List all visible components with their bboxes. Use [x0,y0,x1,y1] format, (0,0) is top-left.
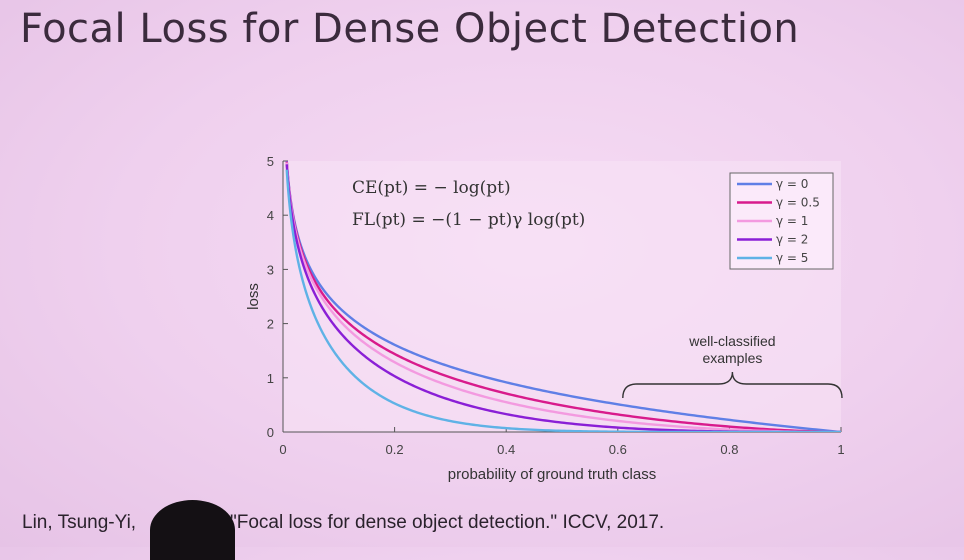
x-tick-label-1: 1 [837,442,845,457]
equation-fl: FL(pt) = −(1 − pt)γ log(pt) [352,210,586,230]
y-tick-label-2: 2 [266,316,274,332]
y-tick-label-5: 5 [266,154,274,169]
y-tick-label-3: 3 [266,262,274,278]
legend-label-gamma-2: γ = 2 [776,232,809,247]
x-axis-label: probability of ground truth class [447,466,657,483]
x-tick-label-0.8: 0.8 [720,442,739,457]
legend-label-gamma-0: γ = 0 [776,177,809,191]
equation-ce: CE(pt) = − log(pt) [352,178,511,198]
x-tick-label-0.6: 0.6 [608,442,627,457]
citation-reference: "Focal loss for dense object detection." ICCV, 2017. [230,512,665,533]
y-axis-label: loss [245,283,262,310]
legend-label-gamma-1: γ = 1 [776,214,809,228]
x-tick-label-0: 0 [279,442,287,457]
y-tick-label-4: 4 [266,208,274,224]
annotation-text-line1: well-classified [689,333,776,349]
legend-label-gamma-0-5: γ = 0.5 [776,195,820,210]
annotation-text-line2: examples [702,350,763,366]
y-tick-label-1: 1 [266,370,274,386]
slide-title: Focal Loss for Dense Object Detection [20,6,800,52]
legend-label-gamma-5: γ = 5 [776,251,809,265]
presenter-silhouette [150,500,235,560]
x-tick-label-0.2: 0.2 [385,442,404,457]
citation-authors: Lin, Tsung-Yi, [22,512,137,533]
y-tick-label-0: 0 [266,425,274,440]
x-tick-label-0.4: 0.4 [497,442,516,457]
